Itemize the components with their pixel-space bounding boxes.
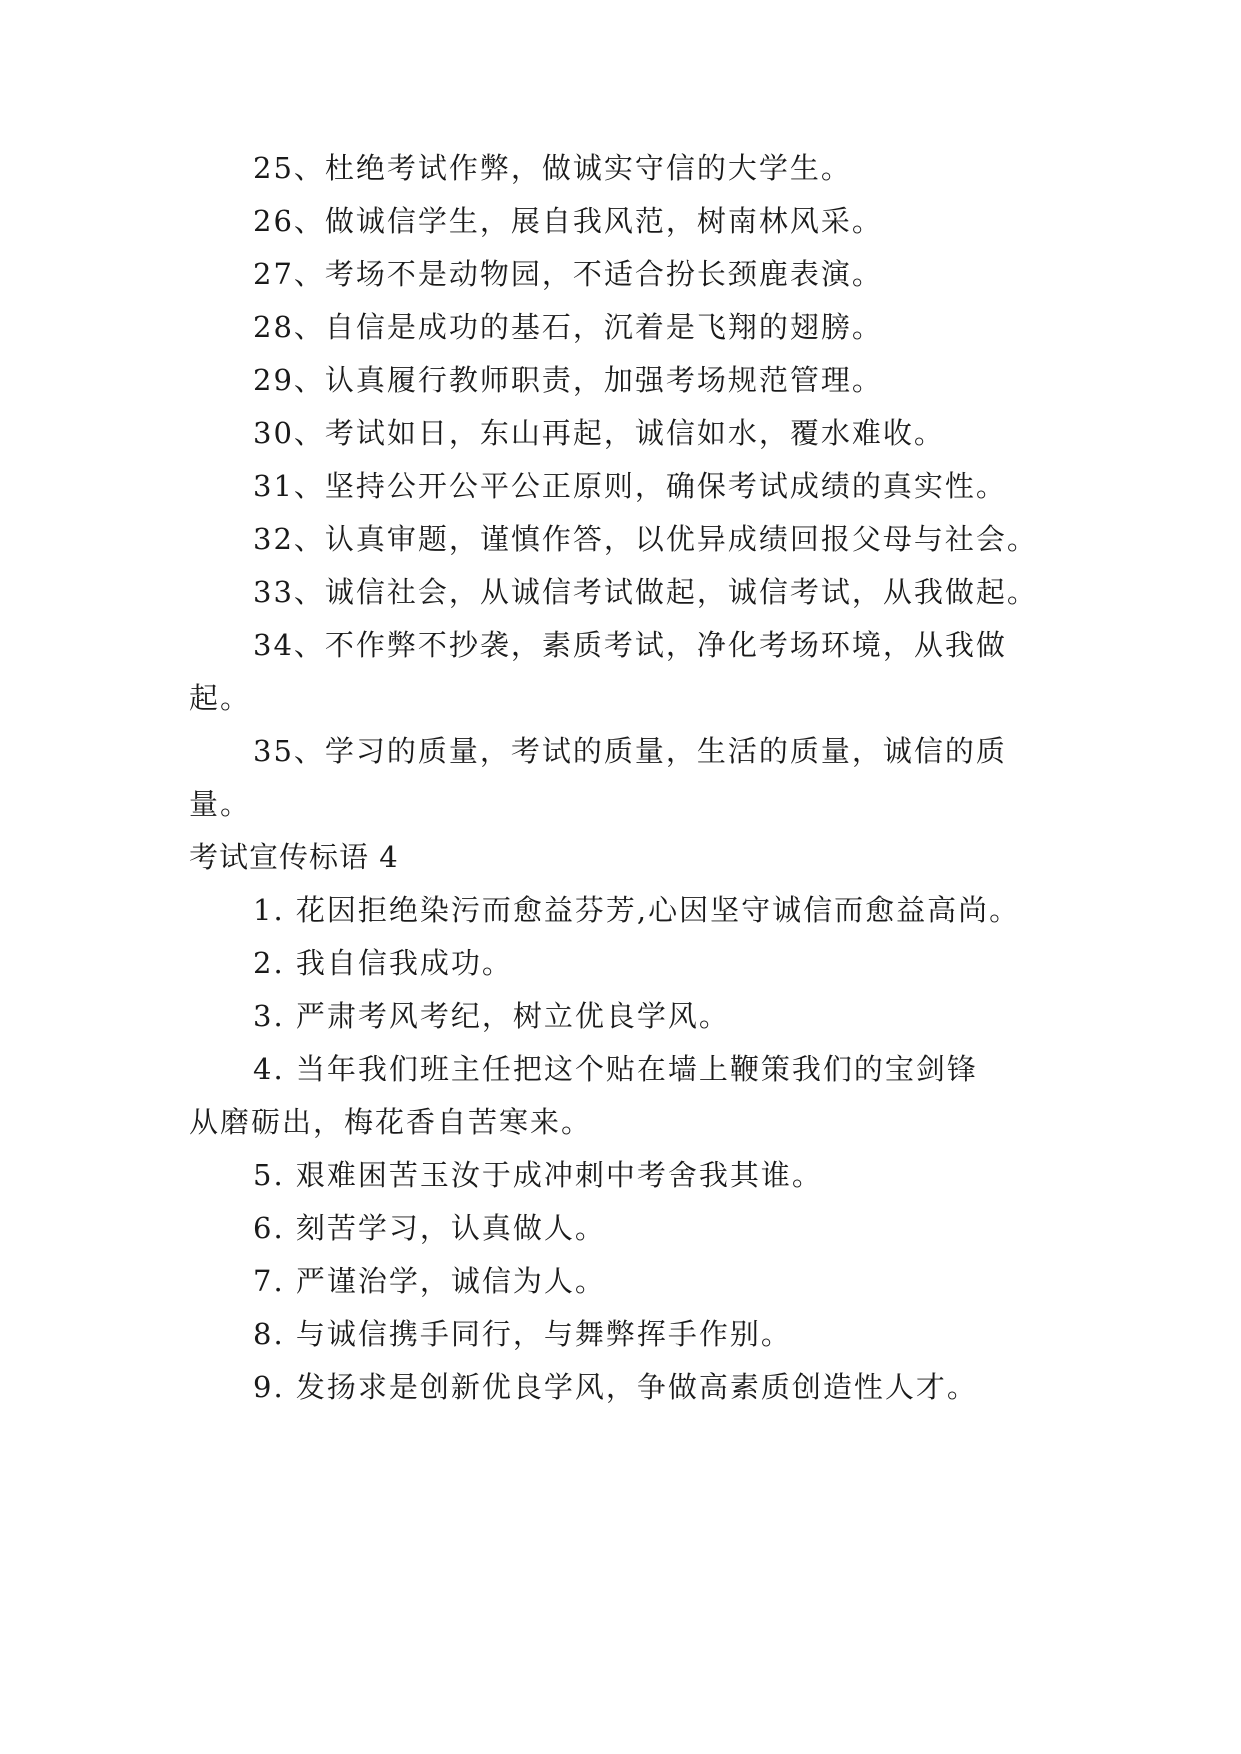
list-item: 9. 发扬求是创新优良学风，争做高素质创造性人才。 xyxy=(253,1370,978,1404)
list-item: 30、考试如日，东山再起，诚信如水，覆水难收。 xyxy=(253,416,945,450)
list-item: 33、诚信社会，从诚信考试做起，诚信考试，从我做起。 xyxy=(253,575,1038,609)
list-item: 3. 严肃考风考纪，树立优良学风。 xyxy=(253,999,730,1033)
list-item: 6. 刻苦学习，认真做人。 xyxy=(253,1211,606,1245)
list-item: 7. 严谨治学，诚信为人。 xyxy=(253,1264,606,1298)
list-item-line: 34、不作弊不抄袭，素质考试，净化考场环境，从我做 xyxy=(253,628,1007,662)
list-item: 1. 花因拒绝染污而愈益芬芳,心因坚守诚信而愈益高尚。 xyxy=(253,893,1021,927)
list-item-line: 4. 当年我们班主任把这个贴在墙上鞭策我们的宝剑锋 xyxy=(253,1052,978,1086)
list-item: 25、杜绝考试作弊，做诚实守信的大学生。 xyxy=(253,151,852,185)
list-item: 29、认真履行教师职责，加强考场规范管理。 xyxy=(253,363,883,397)
list-item: 28、自信是成功的基石，沉着是飞翔的翅膀。 xyxy=(253,310,883,344)
list-item-line: 35、学习的质量，考试的质量，生活的质量，诚信的质 xyxy=(253,734,1007,768)
list-item: 8. 与诚信携手同行，与舞弊挥手作别。 xyxy=(253,1317,792,1351)
list-item: 31、坚持公开公平公正原则，确保考试成绩的真实性。 xyxy=(253,469,1007,503)
list-item: 32、认真审题，谨慎作答，以优异成绩回报父母与社会。 xyxy=(253,522,1038,556)
list-item: 5. 艰难困苦玉汝于成冲刺中考舍我其谁。 xyxy=(253,1158,823,1192)
list-item-line: 量。 xyxy=(189,787,252,821)
list-item: 26、做诚信学生，展自我风范，树南林风采。 xyxy=(253,204,883,238)
list-item-line: 起。 xyxy=(189,681,252,715)
list-item: 27、考场不是动物园，不适合扮长颈鹿表演。 xyxy=(253,257,883,291)
list-item: 2. 我自信我成功。 xyxy=(253,946,513,980)
section-heading: 考试宣传标语 4 xyxy=(189,840,399,874)
list-item-line: 从磨砺出，梅花香自苦寒来。 xyxy=(189,1105,593,1139)
